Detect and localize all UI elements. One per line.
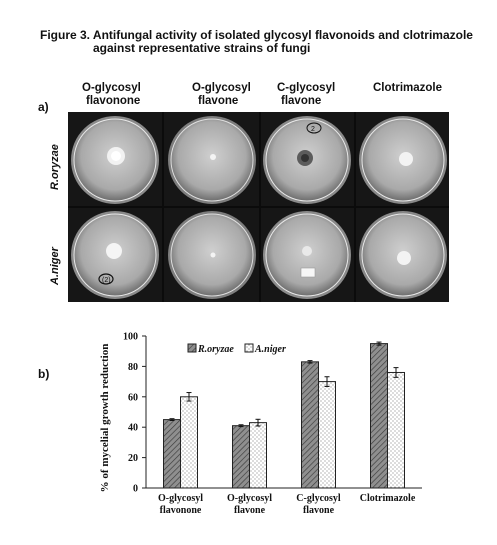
chart-plot-area: [99, 332, 422, 517]
y-tick-label: 40: [128, 422, 138, 434]
legend-label-r-oryzae: R.oryzae: [198, 344, 234, 355]
legend-label-a-niger: A.niger: [255, 344, 286, 355]
panel-b-label: b): [38, 367, 50, 381]
bar-a-niger: [319, 382, 336, 488]
plate-mark: 2: [311, 126, 315, 133]
figure-title-line1: Figure 3. Antifungal activity of isolated glycosyl flavonoids and clotrimazole: [40, 28, 473, 42]
column-header-line1: O-glycosyl: [82, 82, 141, 94]
legend-swatch-a-niger: [245, 344, 253, 352]
column-header-line1: O-glycosyl: [192, 82, 251, 94]
x-tick-label: flavonone: [159, 505, 202, 516]
row-label-r-oryzae: R.oryzae: [49, 144, 61, 190]
column-header-line2: flavone: [198, 95, 239, 107]
bar-r-oryzae: [302, 362, 319, 488]
x-tick-label: O-glycosyl: [158, 493, 203, 504]
bar-r-oryzae: [371, 344, 388, 488]
x-tick-label: flavone: [233, 505, 266, 516]
y-tick-label: 100: [123, 331, 138, 343]
plate-mark: (2): [102, 277, 111, 284]
bar-r-oryzae: [164, 420, 181, 488]
figure-title-line2: against representative strains of fungi: [93, 41, 311, 55]
x-tick-label: O-glycosyl: [227, 493, 272, 504]
x-tick-label: C-glycosyl: [296, 493, 341, 504]
y-tick-label: 80: [128, 361, 138, 373]
row-label-a-niger: A.niger: [49, 247, 61, 285]
y-tick-label: 60: [128, 392, 138, 404]
x-tick-label: Clotrimazole: [359, 493, 416, 504]
column-header-line1: C-glycosyl: [277, 82, 336, 94]
column-header-line1: Clotrimazole: [373, 82, 443, 94]
column-header-line2: flavone: [281, 95, 322, 107]
panel-a-label: a): [38, 100, 49, 114]
y-tick-label: 0: [133, 483, 138, 495]
bar-r-oryzae: [233, 426, 250, 488]
y-axis-label: % of mycelial growth reduction: [99, 343, 111, 493]
bar-a-niger: [250, 423, 267, 488]
y-tick-label: 20: [128, 453, 138, 465]
x-tick-label: flavone: [302, 505, 335, 516]
bar-a-niger: [388, 372, 405, 488]
legend-swatch-r-oryzae: [188, 344, 196, 352]
bar-a-niger: [181, 397, 198, 488]
column-header-line2: flavonone: [86, 95, 141, 107]
